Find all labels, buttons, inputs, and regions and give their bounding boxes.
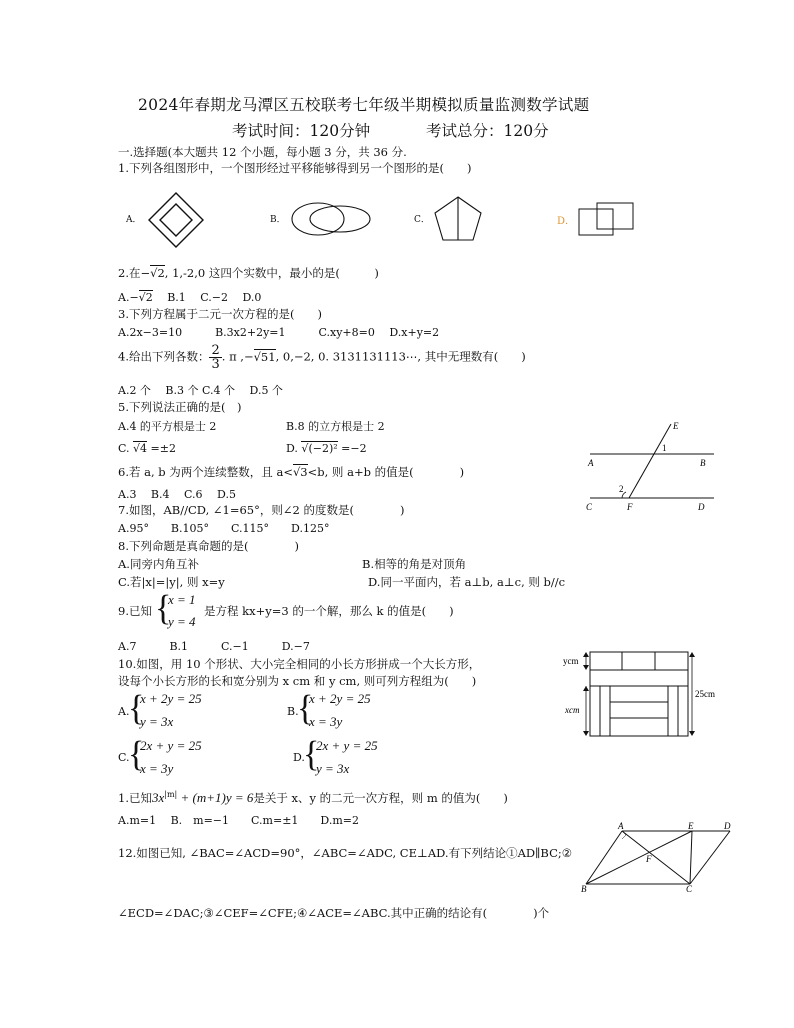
q1-option-b: B． — [270, 215, 286, 225]
q1-figure-c — [432, 194, 484, 244]
q6-stem: 6.若 a, b 为两个连续整数，且 a<√3<b, 则 a+b 的值是( ) — [118, 465, 465, 479]
label-E: E — [688, 821, 694, 831]
q4-options: A.2 个 B.3 个 C.4 个 D.5 个 — [118, 384, 283, 397]
q5-option-b: B.8 的立方根是士 2 — [286, 420, 385, 433]
q9-brace: { — [155, 589, 172, 628]
page-title: 2024年春期龙马潭区五校联考七年级半期模拟质量监测数学试题 — [138, 96, 590, 114]
q10-a-eq2: y = 3x — [140, 714, 174, 729]
q5-option-c: C. √4 =±2 — [118, 442, 176, 455]
label-25cm: 25cm — [695, 689, 715, 699]
q5-option-a: A.4 的平方根是士 2 — [118, 420, 217, 433]
q9-options: A.7 B.1 C.−1 D.−7 — [118, 640, 310, 653]
label-F: F — [646, 854, 652, 864]
label-A: A — [618, 821, 624, 831]
q3-stem: 3.下列方程属于二元一次方程的是( ) — [118, 307, 322, 321]
q11-stem: 1.已知$3x^{|m|} + (m+1)y = 6$是关于 x、y 的二元一次方程，则 m 的值为( ) — [118, 790, 508, 805]
section-heading: 一.选择题(本大题共 12 个小题，每小题 3 分，共 36 分. — [118, 145, 407, 159]
q12-line2: ∠ECD=∠DAC;③∠CEF=∠CFE;④∠ACE=∠ABC.其中正确的结论有( )个 — [118, 906, 550, 920]
q10-d-brace: { — [303, 735, 320, 774]
q8-option-a: A.同旁内角互补 — [118, 557, 199, 571]
label-F: F — [627, 502, 633, 512]
q7-figure — [582, 418, 722, 518]
q4-fraction: $\frac{2}{3}$ — [211, 343, 220, 372]
q1-option-d: D． — [557, 216, 576, 227]
q10-d-eq2: y = 3x — [316, 761, 350, 776]
label-B: B — [581, 884, 587, 892]
q1-figure-a — [146, 190, 206, 250]
q10-b-eq1: x + 2y = 25 — [309, 691, 371, 706]
q10-b-brace: { — [297, 689, 314, 728]
q7-stem: 7.如图，AB//CD, ∠1=65°，则∠2 的度数是( ) — [118, 503, 405, 517]
q10-c-eq2: x = 3y — [140, 761, 174, 776]
q10-a-eq1: x + 2y = 25 — [140, 691, 202, 706]
q9-eq1: x = 1 — [168, 592, 196, 607]
label-C: C — [686, 884, 693, 892]
q10-a-brace: { — [128, 689, 145, 728]
q10-b-eq2: x = 3y — [309, 714, 343, 729]
q2-stem: 2.在−√2, 1,-2,0 这四个实数中，最小的是( ) — [118, 266, 379, 280]
exam-time: 考试时间：120分钟 — [232, 122, 371, 140]
q10-line2: 设每个小长方形的长和宽分别为 x cm 和 y cm, 则可列方程组为( ) — [118, 674, 477, 688]
q11-options: A.m=1 B. m=−1 C.m=±1 D.m=2 — [118, 814, 359, 827]
q5-option-d: D. √(−2)² =−2 — [286, 442, 367, 455]
q2-options: A.−√2 B.1 C.−2 D.0 — [118, 291, 262, 304]
q8-option-d: D.同一平面内，若 a⊥b, a⊥c, 则 b//c — [368, 575, 566, 589]
q4-stem: 4.给出下列各数： $\frac{2}{3}$ . π ,−√51, 0,−2, 0. 3131131113⋯, 其中无理数有( ) — [118, 343, 526, 372]
q1-figure-d — [577, 201, 637, 241]
q10-figure — [560, 646, 730, 746]
exam-score: 考试总分：120分 — [426, 122, 549, 140]
q11-exponent: |m| — [164, 790, 178, 800]
label-1: 1 — [662, 443, 667, 453]
q10-c-eq1: 2x + y = 25 — [140, 738, 202, 753]
q10-b-label: B. — [287, 705, 299, 718]
q10-a-label: A. — [118, 705, 130, 718]
q1-figure-b — [288, 199, 378, 239]
q9-eq2: y = 4 — [168, 614, 196, 629]
label-D: D — [698, 502, 705, 512]
q10-c-label: C. — [118, 751, 130, 764]
q8-option-c: C.若|x|=|y|, 则 x=y — [118, 575, 225, 589]
q10-d-eq1: 2x + y = 25 — [316, 738, 378, 753]
q1-option-c: C． — [414, 215, 430, 225]
q10-d-label: D. — [293, 751, 305, 764]
label-ycm: ycm — [563, 656, 579, 666]
q1-option-a: A． — [126, 215, 142, 225]
q10-c-brace: { — [128, 735, 145, 774]
label-xcm: xcm — [565, 705, 580, 715]
label-B: B — [700, 458, 706, 468]
q12-figure — [578, 820, 738, 892]
label-C: C — [586, 502, 593, 512]
label-E: E — [673, 421, 679, 431]
q9-post: 是方程 kx+y=3 的一个解，那么 k 的值是( ) — [204, 604, 454, 618]
q9-pre: 9.已知 — [118, 604, 152, 618]
q12-line1: 12.如图已知, ∠BAC=∠ACD=90°，∠ABC=∠ADC, CE⊥AD.有下列结论①AD∥BC;② — [118, 846, 573, 860]
q10-line1: 10.如图，用 10 个形状、大小完全相同的小长方形拼成一个大长方形， — [118, 657, 481, 671]
label-D: D — [724, 821, 731, 831]
q6-options: A.3 B.4 C.6 D.5 — [118, 488, 236, 501]
q3-options: A.2x−3=10 B.3x2+2y=1 C.xy+8=0 D.x+y=2 — [118, 326, 440, 339]
q7-options: A.95° B.105° C.115° D.125° — [118, 522, 330, 535]
q8-option-b: B.相等的角是对顶角 — [362, 557, 467, 571]
label-2: 2 — [619, 484, 624, 494]
q8-stem: 8.下列命题是真命题的是( ) — [118, 539, 299, 553]
label-A: A — [588, 458, 594, 468]
q5-stem: 5.下列说法正确的是( ) — [118, 400, 242, 414]
q1-stem: 1.下列各组图形中，一个图形经过平移能够得到另一个图形的是( ) — [118, 161, 472, 175]
